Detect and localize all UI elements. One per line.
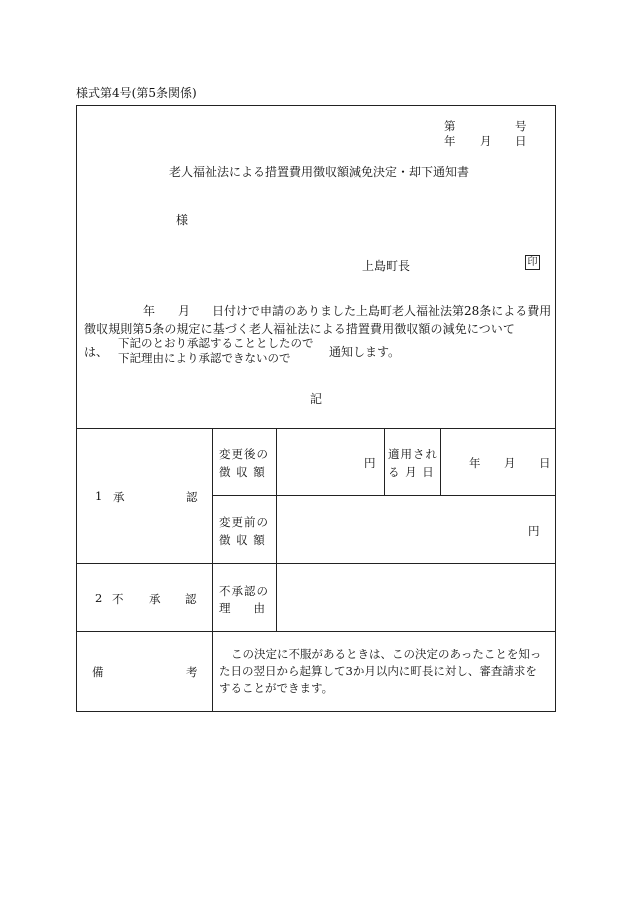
seal-mark: 印 [525, 255, 540, 270]
doc-date-day: 日 [515, 134, 527, 148]
option-deny: 下記理由により承認できないので [118, 351, 291, 365]
table-top-line [76, 428, 556, 429]
before-amount-label-2: 徴 収 額 [219, 533, 266, 547]
body-line-2: 徴収規則第5条の規定に基づく老人福祉法による措置費用徴収額の減免について [84, 322, 515, 336]
body-line-1: 日付けで申請のありました上島町老人福祉法第28条による費用 [212, 304, 552, 318]
table-row3-line [76, 631, 556, 632]
table-yen-divider [384, 428, 385, 495]
deny-number: 2 [95, 591, 103, 605]
table-date-divider [440, 428, 441, 495]
applied-date-label-1: 適用され [388, 447, 438, 461]
table-col-divider [212, 428, 213, 712]
table-label-divider [276, 428, 277, 631]
applied-day: 日 [539, 456, 551, 470]
form-number-label: 様式第4号(第5条関係) [76, 86, 197, 100]
issuer-name: 上島町長 [362, 259, 411, 273]
doc-number-suffix: 号 [515, 119, 527, 133]
after-amount-label-1: 変更後の [219, 447, 269, 461]
body-tail: 通知します。 [329, 345, 401, 359]
recipient-suffix: 様 [176, 213, 189, 227]
deny-label-b: 承 [149, 592, 161, 606]
body-lead: は、 [84, 345, 109, 359]
approve-label-b: 認 [186, 490, 198, 504]
form-frame [76, 105, 556, 712]
remarks-label-a: 備 [92, 665, 104, 679]
deny-reason-label-2: 理 由 [219, 601, 265, 615]
applied-year: 年 [469, 456, 481, 470]
remarks-label-b: 考 [186, 665, 198, 679]
table-row2-line [76, 563, 556, 564]
before-amount-label-1: 変更前の [219, 515, 269, 529]
doc-date-year: 年 [444, 134, 456, 148]
remarks-text-line-2: た日の翌日から起算して3か月以内に町長に対し、審査請求を [219, 664, 537, 678]
doc-number-prefix: 第 [444, 119, 456, 133]
option-approve: 下記のとおり承認することとしたので [118, 336, 314, 350]
applied-month: 月 [504, 456, 516, 470]
deny-reason-label-1: 不承認の [219, 584, 269, 598]
document-title: 老人福祉法による措置費用徴収額減免決定・却下通知書 [169, 165, 470, 179]
deny-label-c: 認 [185, 592, 197, 606]
before-amount-yen: 円 [528, 524, 540, 538]
body-date-year: 年 [143, 304, 156, 318]
table-mid-line [212, 495, 556, 496]
deny-label-a: 不 [112, 592, 124, 606]
after-amount-yen: 円 [364, 456, 376, 470]
doc-date-month: 月 [480, 134, 492, 148]
remarks-text-line-1: この決定に不服があるときは、この決定のあったことを知っ [231, 647, 542, 661]
remarks-text-line-3: することができます。 [219, 681, 334, 695]
applied-date-label-2: る 月 日 [388, 465, 435, 479]
body-date-month: 月 [178, 304, 191, 318]
after-amount-label-2: 徴 収 額 [219, 465, 266, 479]
ki-label: 記 [310, 392, 323, 406]
approve-label-a: 承 [113, 490, 125, 504]
approve-number: 1 [95, 489, 103, 503]
